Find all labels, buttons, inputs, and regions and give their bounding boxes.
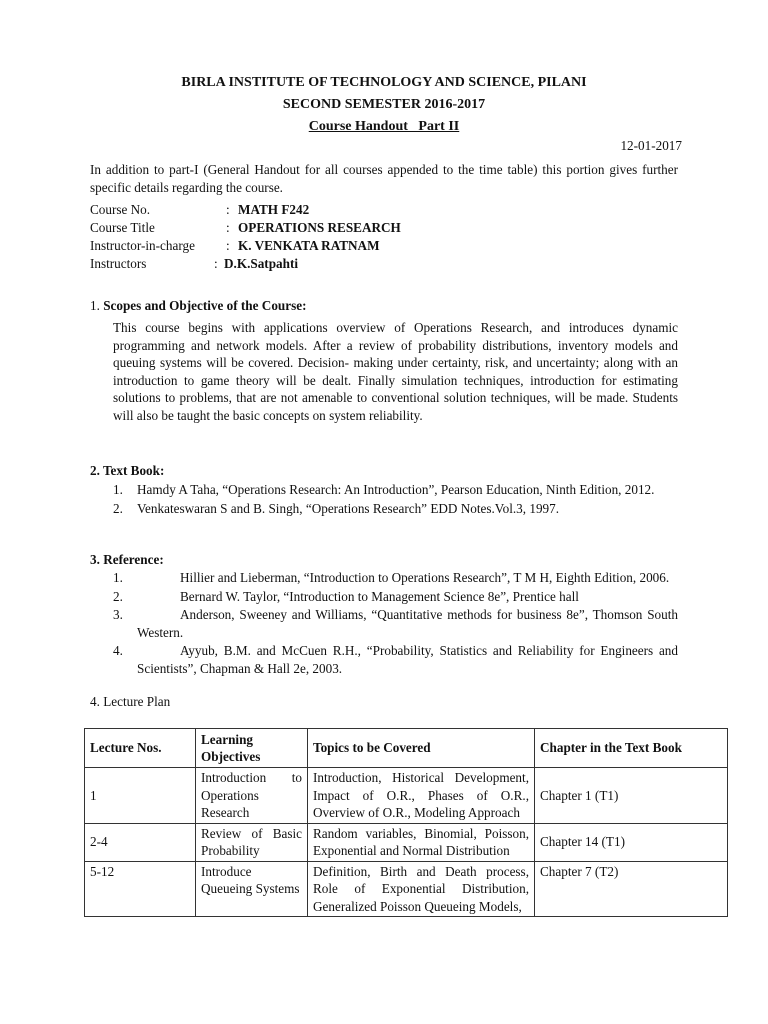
- section-1-heading: [90, 297, 306, 315]
- item-text: Bernard W. Taylor, “Introduction to Management Science 8e”, Prentice hall: [180, 588, 579, 604]
- item-number: 1.: [113, 570, 123, 585]
- chapter-cell: Chapter 1 (T1): [535, 768, 728, 824]
- field-separator: :: [226, 238, 230, 253]
- field-separator: :: [226, 220, 230, 235]
- institute-name: BIRLA INSTITUTE OF TECHNOLOGY AND SCIENCE, PILANI: [181, 75, 587, 90]
- item-text: Anderson, Sweeney and Williams, “Quantitative methods for business 8e”, Thomson South Western.: [137, 607, 678, 640]
- list-item: [113, 606, 678, 641]
- field-separator: :: [214, 256, 218, 271]
- semester-title: SECOND SEMESTER 2016-2017: [282, 97, 486, 112]
- course-details: [90, 201, 590, 273]
- document-header: [0, 72, 768, 138]
- section-number: 1.: [90, 298, 100, 313]
- field-value: MATH F242: [238, 202, 310, 217]
- item-number: 3.: [113, 607, 123, 622]
- topics-cell: Random variables, Binomial, Poisson, Exponential and Normal Distribution: [308, 823, 535, 861]
- reference-list: [113, 569, 678, 678]
- section-3-heading: 3. Reference:: [90, 552, 164, 567]
- chapter-cell: Chapter 7 (T2): [535, 861, 728, 917]
- section-2-heading: 2. Text Book:: [90, 463, 165, 478]
- list-item: [113, 500, 678, 518]
- text-book-list: [113, 481, 678, 517]
- list-item: [113, 569, 678, 587]
- objective-cell: Review of Basic Probability: [196, 823, 308, 861]
- scope-paragraph: This course begins with applications overview of Operations Research, and introduces dynamic programming and network models. After a review of probability distributions, inventory models and queuing systems will be covered. Decision- making under certainty, risk, and uncertainty; along with an introduction to game theory will be dealt. Finally simulation techniques, introduction for estimating solutions to problems, that are not amenable to conventional solution techniques, will be made. Students will also be taught the basic concepts on system reliability.: [113, 320, 678, 423]
- lecture-nos-cell: 1: [85, 768, 196, 824]
- handout-title: Course Handout Part II: [308, 119, 460, 134]
- column-header: Learning Objectives: [196, 729, 308, 768]
- section-4-heading: 4. Lecture Plan: [90, 694, 171, 709]
- topics-cell: Introduction, Historical Development, Impact of O.R., Phases of O.R., Overview of O.R., Modeling Approach: [308, 768, 535, 824]
- item-number: 2.: [113, 588, 123, 604]
- objective-cell: Introduce Queueing Systems: [196, 861, 308, 917]
- table-row: [85, 861, 728, 917]
- field-label: Instructors: [90, 256, 147, 271]
- topics-cell: Definition, Birth and Death process, Role of Exponential Distribution, Generalized Poisson Queueing Models,: [308, 861, 535, 917]
- item-number: 2.: [113, 500, 123, 516]
- lecture-nos-cell: 2-4: [85, 823, 196, 861]
- section-title: Scopes and Objective of the Course:: [103, 298, 307, 313]
- column-header: Lecture Nos.: [85, 729, 196, 768]
- field-value: K. VENKATA RATNAM: [238, 238, 380, 253]
- instructor-in-charge-row: [90, 237, 590, 255]
- table-row: [85, 823, 728, 861]
- item-text: Hillier and Lieberman, “Introduction to Operations Research”, T M H, Eighth Edition, 2006.: [180, 570, 670, 585]
- list-item: [113, 481, 678, 499]
- chapter-cell: Chapter 14 (T1): [535, 823, 728, 861]
- intro-paragraph: In addition to part-I (General Handout for all courses appended to the time table) this portion gives further specific details regarding the course.: [90, 162, 678, 195]
- item-number: 1.: [113, 482, 123, 497]
- item-text: Hamdy A Taha, “Operations Research: An Introduction”, Pearson Education, Ninth Edition, 2012.: [137, 482, 655, 497]
- column-header: Chapter in the Text Book: [535, 729, 728, 768]
- objective-cell: Introduction to Operations Research: [196, 768, 308, 824]
- table-row: [85, 768, 728, 824]
- field-separator: :: [226, 202, 230, 217]
- lecture-nos-cell: 5-12: [85, 861, 196, 917]
- field-label: Course Title: [90, 220, 155, 235]
- field-value: OPERATIONS RESEARCH: [238, 220, 401, 235]
- list-item: [113, 588, 678, 606]
- lecture-plan-table: [84, 728, 728, 917]
- item-number: 4.: [113, 643, 123, 658]
- item-text: Ayyub, B.M. and McCuen R.H., “Probability, Statistics and Reliability for Engineers and Scientists”, Chapman & Hall 2e, 2003.: [137, 643, 678, 676]
- field-value: D.K.Satpahti: [224, 256, 299, 271]
- handout-date: 12-01-2017: [620, 138, 682, 153]
- field-label: Course No.: [90, 202, 151, 217]
- column-header: Topics to be Covered: [308, 729, 535, 768]
- list-item: [113, 642, 678, 677]
- field-label: Instructor-in-charge: [90, 238, 195, 253]
- course-number-row: [90, 201, 590, 219]
- course-title-row: [90, 219, 590, 237]
- item-text: Venkateswaran S and B. Singh, “Operations Research” EDD Notes.Vol.3, 1997.: [137, 500, 560, 516]
- instructors-row: [90, 255, 590, 273]
- table-header-row: [85, 729, 728, 768]
